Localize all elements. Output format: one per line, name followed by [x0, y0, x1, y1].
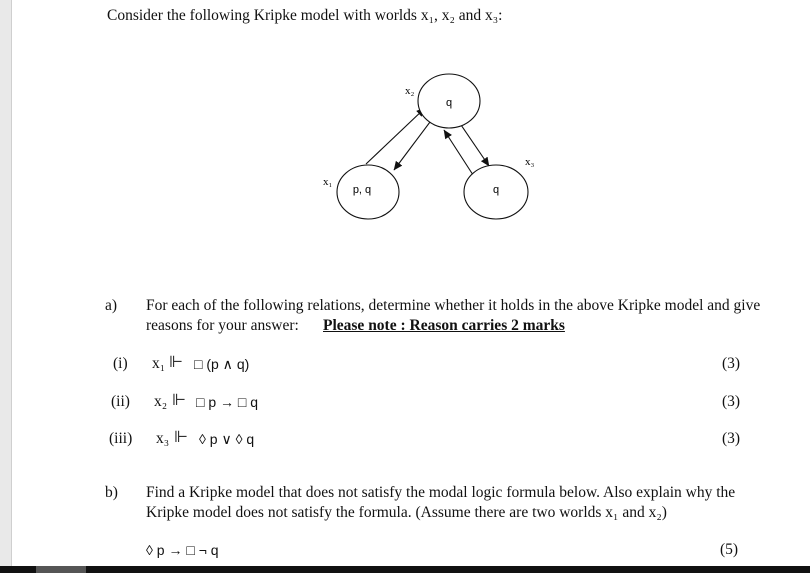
item-ii-marks: (3): [722, 393, 741, 410]
world-x3-name: x₃: [525, 156, 535, 168]
item-i-forces: ⊩: [169, 354, 183, 371]
part-b-marks: (5): [720, 541, 739, 558]
item-iii-marks: (3): [722, 430, 741, 447]
item-i-number: (i): [113, 355, 128, 372]
part-a-label: a): [105, 297, 118, 314]
scrollbar-segment: [36, 566, 86, 573]
part-a-note: Please note : Reason carries 2 marks: [323, 317, 565, 334]
item-iii-formula: ◊ p ∨ ◊ q: [199, 431, 255, 447]
item-ii-world: x₂: [154, 393, 168, 410]
world-x3-props: q: [492, 184, 500, 196]
item-iii-world: x₃: [156, 430, 170, 447]
item-i-world: x₁: [152, 355, 166, 372]
item-iii-number: (iii): [109, 430, 133, 447]
part-a-line1: For each of the following relations, determine whether it holds in the above Kripke model and give: [146, 297, 761, 314]
part-b-line2: Kripke model does not satisfy the formula. (Assume there are two worlds x₁ and x₂): [146, 504, 667, 521]
intro-text: Consider the following Kripke model with worlds x₁, x₂ and x₃:: [107, 7, 503, 24]
item-iii-forces: ⊩: [174, 429, 188, 446]
part-b-line1: Find a Kripke model that does not satisfy the modal logic formula below. Also explain why the: [146, 484, 736, 501]
item-i-marks: (3): [722, 355, 741, 372]
arrow-x3-to-x2: [444, 130, 475, 178]
item-ii-formula: □ p → □ q: [196, 394, 259, 410]
arrow-x2-to-x1: [394, 118, 433, 170]
arrow-x1-to-x2: [366, 108, 425, 164]
part-a-line2: reasons for your answer:: [146, 317, 299, 334]
item-ii-number: (ii): [111, 393, 130, 410]
window-bottom-bar: [0, 566, 810, 573]
item-i-formula: □ (p ∧ q): [194, 356, 250, 372]
world-x1-props: p, q: [352, 184, 372, 196]
world-x2-props: q: [445, 97, 453, 109]
item-ii-forces: ⊩: [172, 392, 186, 409]
part-b-label: b): [105, 484, 118, 501]
part-b-formula: ◊ p → □ ¬ q: [146, 542, 219, 558]
world-x2-name: x₂: [405, 85, 415, 97]
world-x1-name: x₁: [323, 176, 333, 188]
